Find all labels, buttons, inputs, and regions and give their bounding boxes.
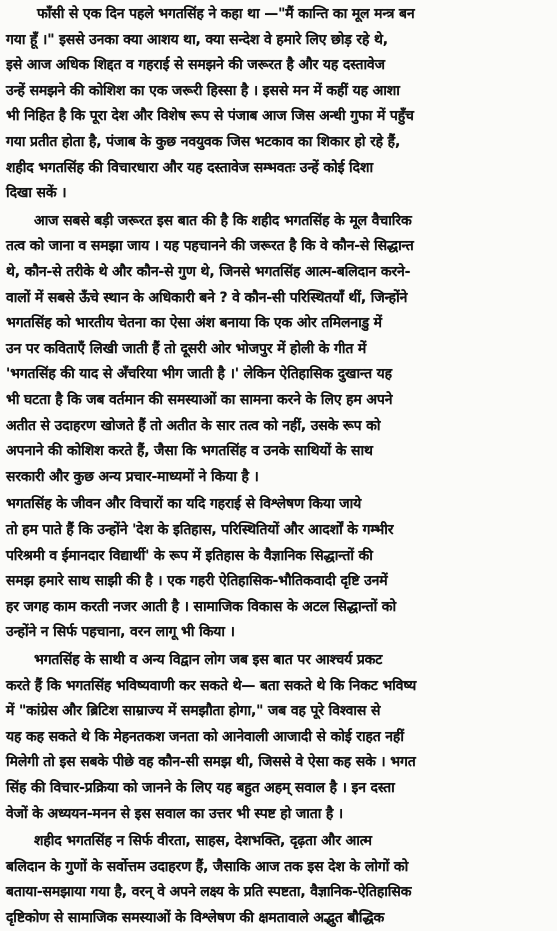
text-line: सिंह की विचार-प्रक्रिया को जानने के लिए यह बहुत अहम् सवाल है । इन दस्ता	[6, 780, 395, 796]
text-line: करते हैं कि भगतसिंह भविष्यवाणी कर सकते थे— बता सकते थे कि निकट भविष्य	[6, 678, 417, 694]
text-line: गया प्रतीत होता है, पंजाब के कुछ नवयुवक जिस भटकाव का शिकार हो रहे हैं,	[6, 134, 401, 150]
text-line: उन्हें समझने की कोशिश का एक जरूरी हिस्सा है । इससे मन में कहीं यह आशा	[6, 83, 400, 99]
text-line: परिश्रमी व ईमानदार विद्यार्थी' के रूप में इतिहास के वैज्ञानिक सिद्धान्तों की	[6, 548, 373, 564]
text-line: वेजों के अध्ययन-मनन से इस सवाल का उत्तर भी स्पष्ट हो जाता है ।	[6, 806, 344, 822]
text-line: भगतसिंह के जीवन और विचारों का यदि गहराई से विश्लेषण किया जाये	[6, 496, 362, 512]
text-line: गया हूँ ।" इससे उनका क्या आशय था, क्या सन्देश वे हमारे लिए छोड़ रहे थे,	[6, 32, 388, 48]
text-line: उन्होंने न सिर्फ पहचाना, वरन लागू भी किया ।	[6, 624, 235, 640]
text-line: फाँसी से एक दिन पहले भगतसिंह ने कहा था —"मैं कान्ति का मूल मन्त्र बन	[37, 6, 415, 22]
text-line: थे, कौन-से तरीके थे और कौन-से गुण थे, जिनसे भगतसिंह आत्म-बलिदान करने-	[6, 264, 411, 280]
text-line: समझ हमारे साथ साझी की है । एक गहरी ऐतिहासिक-भौतिकवादी दृष्टि उनमें	[6, 573, 388, 589]
text-line: दृष्टिकोण से सामाजिक समस्याओं के विश्लेषण की क्षमतावाले अद्भुत बौद्धिक	[6, 910, 385, 926]
text-line: भगतसिंह को भारतीय चेतना का ऐसा अंश बनाया कि एक ओर तमिलनाडु में	[6, 315, 382, 331]
text-line: बताया-समझाया गया है, वरन् वे अपने लक्ष्य के प्रति स्पष्टता, वैज्ञानिक-ऐतिहासिक	[6, 884, 412, 900]
text-line: इसे आज अधिक शिद्दत व गहराई से समझने की जरूरत है और यह दस्तावेज	[6, 57, 385, 73]
text-line: उन पर कविताएँ लिखी जाती हैं तो दूसरी ओर भोजपुर में होली के गीत में	[6, 341, 367, 357]
text-line: भी घटता है कि जब वर्तमान की समस्याओं का सामना करने के लिए हम अपने	[6, 392, 393, 408]
text-line: दिखा सकें ।	[6, 185, 67, 201]
text-line: शहीद भगतसिंह की विचारधारा और यह दस्तावेज सम्भवतः उन्हें कोई दिशा	[6, 160, 373, 176]
text-line: तत्व को जाना व समझा जाय । यह पहचानने की जरूरत है कि वे कौन-से सिद्धान्त	[6, 238, 414, 254]
text-line: वालों में सबसे ऊँचे स्थान के अधिकारी बने ? वे कौन-सी परिस्थितयाँ थीं, जिन्होंने	[6, 290, 408, 306]
text-line: मिलेगी तो इस सबके पीछे वह कौन-सी समझ थी, जिससे वे ऐसा कह सके । भगत	[6, 754, 416, 770]
text-line: शहीद भगतसिंह न सिर्फ वीरता, साहस, देशभक्ति, दृढ़ता और आत्म	[34, 833, 372, 849]
text-line: भगतसिंह के साथी व अन्य विद्वान लोग जब इस बात पर आश्चर्य प्रकट	[34, 652, 383, 668]
text-line: यह कह सकते थे कि मेहनतकश जनता को आनेवाली आजादी से कोई राहत नहीं	[6, 729, 404, 745]
text-line: 'भगतसिंह की याद से अँचरिया भीग जाती है ।' लेकिन ऐतिहासिक दुखान्त यह	[6, 366, 392, 382]
text-line: में "कांग्रेस और ब्रिटिश साम्राज्य में समझौता होगा," जब वह पूरे विश्वास से	[6, 703, 381, 719]
text-line: तो हम पाते हैं कि उन्होंने 'देश के इतिहास, परिस्थितियों और आदर्शों के गम्भीर	[6, 522, 394, 538]
text-line: सरकारी और कुछ अन्य प्रचार-माध्यमों ने किया है ।	[6, 469, 259, 485]
text-line: आज सबसे बड़ी जरूरत इस बात की है कि शहीद भगतसिंह के मूल वैचारिक	[34, 213, 412, 229]
text-line: भी निहित है कि पूरा देश और विशेष रूप से पंजाब आज जिस अन्धी गुफा में पहुँच	[6, 108, 414, 124]
text-line: अतीत से उदाहरण खोजते हैं तो अतीत के सार तत्व को नहीं, उसके रूप को	[6, 418, 381, 434]
text-line: बलिदान के गुणों के सर्वोत्तम उदाहरण हैं, जैसाकि आज तक इस देश के लोगों को	[6, 859, 409, 875]
text-line: हर जगह काम करती नजर आती है । सामाजिक विकास के अटल सिद्धान्तों को	[6, 599, 396, 615]
text-line: अपनाने की कोशिश करते हैं, जैसा कि भगतसिंह व उनके साथियों के साथ	[6, 443, 373, 459]
